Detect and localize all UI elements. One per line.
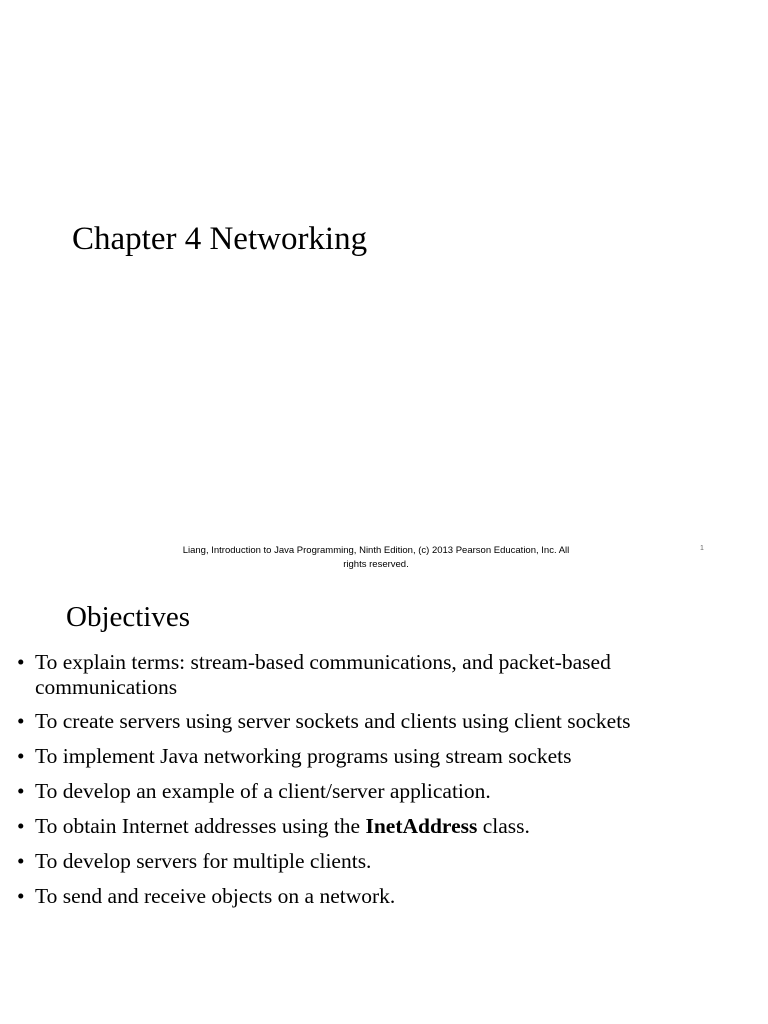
bullet-icon: • bbox=[17, 884, 25, 908]
bullet-icon: • bbox=[17, 779, 25, 803]
bullet-icon: • bbox=[17, 650, 25, 674]
copyright-line-2: rights reserved. bbox=[343, 559, 409, 570]
bullet-icon: • bbox=[17, 709, 25, 733]
objective-text: To develop servers for multiple clients. bbox=[35, 849, 372, 873]
bullet-icon: • bbox=[17, 814, 25, 838]
bullet-icon: • bbox=[17, 744, 25, 768]
objective-text-before: To obtain Internet addresses using the bbox=[35, 814, 366, 838]
objectives-slide bbox=[0, 580, 768, 1024]
objective-text-after: class. bbox=[477, 814, 530, 838]
objective-item bbox=[17, 709, 752, 734]
objective-item bbox=[17, 650, 752, 700]
inetaddress-class-name: InetAddress bbox=[365, 814, 478, 838]
objective-text: To send and receive objects on a network. bbox=[35, 884, 396, 908]
objective-item bbox=[17, 779, 752, 804]
objective-text: To create servers using server sockets and clients using client sockets bbox=[35, 709, 631, 733]
objective-item bbox=[17, 814, 752, 839]
objective-text: To develop an example of a client/server application. bbox=[35, 779, 491, 803]
copyright-footer bbox=[150, 544, 602, 572]
copyright-line-1: Liang, Introduction to Java Programming, Ninth Edition, (c) 2013 Pearson Education, Inc. All bbox=[182, 545, 570, 556]
chapter-title: Chapter 4 Networking bbox=[72, 221, 368, 257]
bullet-icon: • bbox=[17, 849, 25, 873]
objective-item bbox=[17, 884, 752, 909]
objective-text: To explain terms: stream-based communications, and packet-based communications bbox=[35, 650, 611, 699]
page-number: 1 bbox=[700, 545, 704, 552]
objectives-title: Objectives bbox=[66, 601, 191, 633]
objective-item bbox=[17, 744, 752, 769]
objective-item bbox=[17, 849, 752, 874]
objective-text: To implement Java networking programs using stream sockets bbox=[35, 744, 572, 768]
objectives-list bbox=[17, 650, 752, 919]
